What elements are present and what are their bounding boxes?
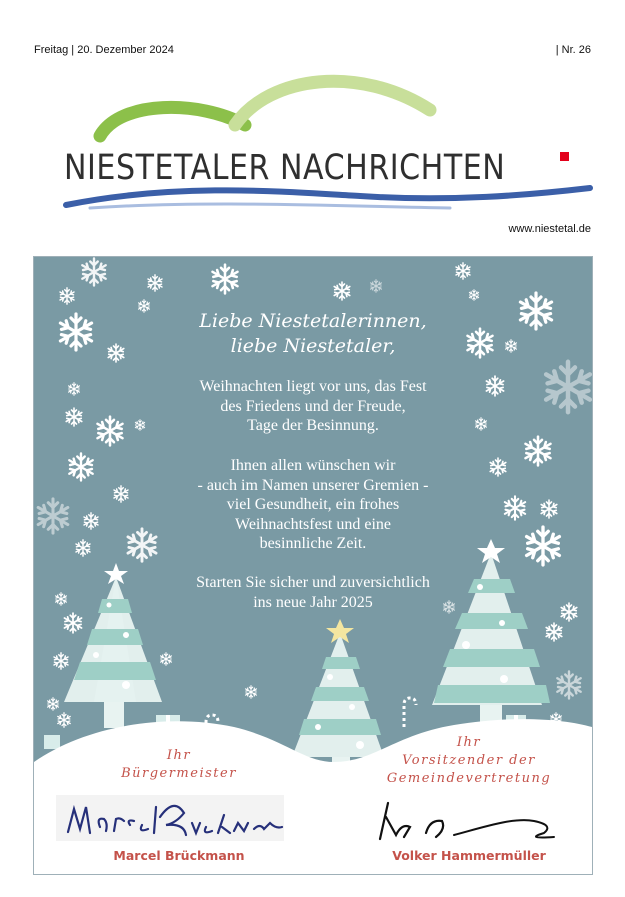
text-line: Tage der Besinnung. [247, 417, 379, 434]
role-line: Ihr [456, 735, 482, 750]
greeting-paragraph-2 [34, 456, 592, 554]
text-line: Starten Sie sicher und zuversichtlich [196, 574, 430, 591]
text-line: Weihnachtsfest und eine [235, 515, 391, 533]
text-line: Weihnachten liegt vor uns, das Fest [199, 378, 427, 395]
christmas-tree-right [432, 539, 550, 727]
signature-marcel-brueckmann [56, 795, 284, 841]
masthead-title: NIESTETALER NACHRICHTEN [64, 148, 506, 188]
role-line: Gemeindevertretung [386, 771, 552, 786]
role-line: Bürgermeister [121, 766, 237, 781]
issue-date: Freitag | 20. Dezember 2024 [34, 44, 174, 56]
greeting-salutation [34, 309, 592, 359]
name-council-chair: Volker Hammermüller [392, 848, 546, 863]
greeting-paragraph-3 [34, 573, 592, 612]
text-line: - auch im Namen unserer Gremien - [197, 476, 429, 494]
christmas-card [33, 256, 593, 875]
role-line: Vorsitzender der [402, 753, 536, 768]
issue-number: | Nr. 26 [555, 44, 591, 56]
text-line: viel Gesundheit, ein frohes [226, 496, 400, 513]
role-council-chair [354, 734, 584, 788]
role-line: Ihr [166, 748, 192, 763]
text-line: ins neue Jahr 2025 [253, 593, 373, 611]
name-mayor: Marcel Brückmann [113, 848, 245, 863]
text-line: besinnliche Zeit. [259, 535, 367, 552]
text-line: Ihnen allen wünschen wir [230, 457, 396, 474]
text-line: des Friedens und der Freude, [220, 397, 406, 415]
greeting-paragraph-1 [34, 377, 592, 436]
role-mayor [74, 747, 284, 783]
salutation-line-1: Liebe Niestetalerinnen, [199, 310, 427, 332]
niestetal-logo [30, 70, 595, 220]
website-link[interactable]: www.niestetal.de [508, 223, 591, 235]
salutation-line-2: liebe Niestetaler, [230, 335, 396, 357]
